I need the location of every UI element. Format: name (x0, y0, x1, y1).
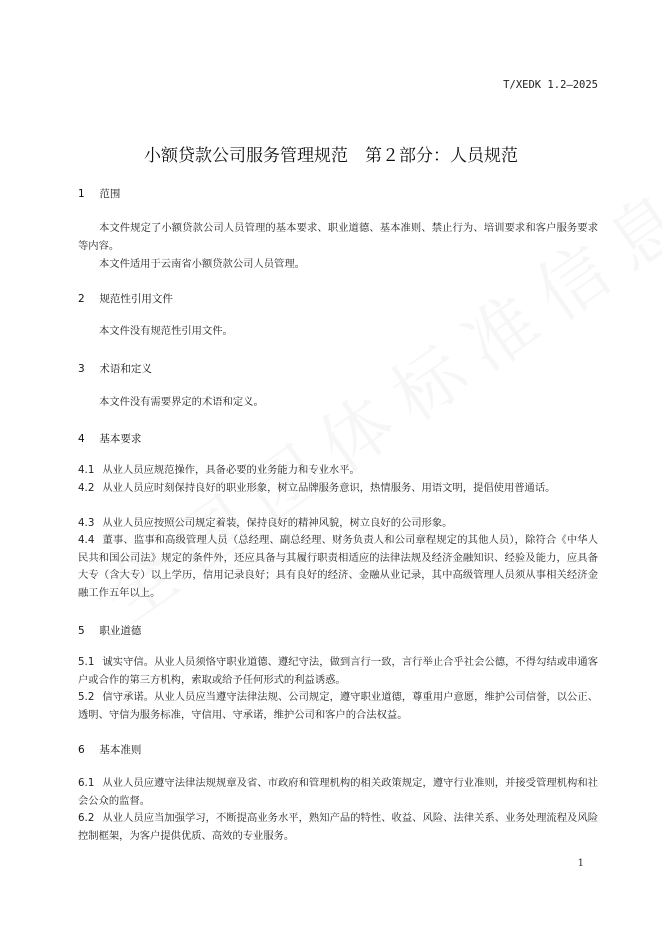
clause-number: 4.2 (78, 482, 95, 494)
clause (78, 515, 598, 533)
clause-number: 5.1 (78, 656, 95, 668)
clause-text: 从业人员应规范操作，具备必要的业务能力和专业水平。 (102, 464, 360, 476)
section-heading (78, 431, 141, 446)
paragraph: 本文件适用于云南省小额贷款公司人员管理。 (99, 258, 305, 270)
section-heading (78, 186, 120, 201)
clause-text: 从业人员应遵守法律法规规章及省、市政府和管理机构的相关政策规定，遵守行业准则，并接受管理机构和社会公众的监督。 (78, 777, 598, 807)
clause-text: 从业人员应当加强学习，不断提高业务水平，熟知产品的特性、收益、风险、法律关系、业务处理流程及风险控制框架，为客户提供优质、高效的专业服务。 (78, 812, 598, 842)
section-title: 职业道德 (99, 625, 142, 637)
paragraph: 本文件没有需要界定的术语和定义。 (99, 396, 264, 408)
clause (78, 689, 598, 724)
section-number: 2 (78, 293, 85, 305)
section-number: 5 (78, 625, 85, 637)
page-number: 1 (577, 858, 584, 869)
clause-number: 4.4 (78, 534, 95, 546)
clause-number: 5.2 (78, 691, 95, 703)
section-heading (78, 623, 141, 638)
standard-code: T/XEDK 1.2—2025 (503, 79, 598, 91)
clause-number: 6.1 (78, 777, 95, 789)
section-heading (78, 291, 173, 306)
clause (78, 810, 598, 845)
section-number: 6 (78, 744, 85, 756)
clause (78, 462, 598, 480)
clause-number: 4.3 (78, 517, 95, 529)
clause-number: 6.2 (78, 812, 95, 824)
clause (78, 480, 598, 498)
section-number: 1 (78, 188, 85, 200)
clause-text: 从业人员应按照公司规定着装，保持良好的精神风貌，树立良好的公司形象。 (102, 517, 453, 529)
paragraph: 本文件规定了小额贷款公司人员管理的基本要求、职业道德、基本准则、禁止行为、培训要求和客户服务要求等内容。 (78, 222, 598, 252)
clause (78, 654, 598, 689)
clause-number: 4.1 (78, 464, 95, 476)
section-number: 3 (78, 363, 85, 375)
clause-text: 诚实守信。从业人员须恪守职业道德、遵纪守法，做到言行一致，言行举止合乎社会公德，不得勾结或串通客户或合作的第三方机构，索取或给予任何形式的利益诱惑。 (78, 656, 598, 686)
clause-text: 董事、监事和高级管理人员（总经理、副总经理、财务负责人和公司章程规定的其他人员），除符合《中华人民共和国公司法》规定的条件外，还应具备与其履行职责相适应的法律法规及经济金融知识、经验及能力，应具备大专（含大专）以上学历，信用记录良好；具有良好的经济、金融从业记录，其中高级管理人员须从事相关经济金融工作五年以上。 (78, 534, 598, 599)
section-title: 规范性引用文件 (99, 293, 173, 305)
clause-text: 信守承诺。从业人员应当遵守法律法规、公司规定，遵守职业道德，尊重用户意愿，维护公司信誉，以公正、透明、守信为服务标准，守信用、守承诺，维护公司和客户的合法权益。 (78, 691, 598, 721)
section-title: 基本准则 (99, 744, 142, 756)
section-heading (78, 742, 141, 757)
clause (78, 532, 598, 602)
clause-text: 从业人员应时刻保持良好的职业形象，树立品牌服务意识，热情服务、用语文明，提倡使用普通话。 (102, 482, 556, 494)
paragraph: 本文件没有规范性引用文件。 (99, 325, 233, 337)
page-title: 小额贷款公司服务管理规范 第２部分：人员规范 (144, 146, 518, 166)
section-number: 4 (78, 433, 85, 445)
section-title: 术语和定义 (99, 363, 152, 375)
section-title: 基本要求 (99, 433, 142, 445)
section-title: 范围 (99, 188, 121, 200)
clause (78, 775, 598, 810)
section-heading (78, 361, 152, 376)
